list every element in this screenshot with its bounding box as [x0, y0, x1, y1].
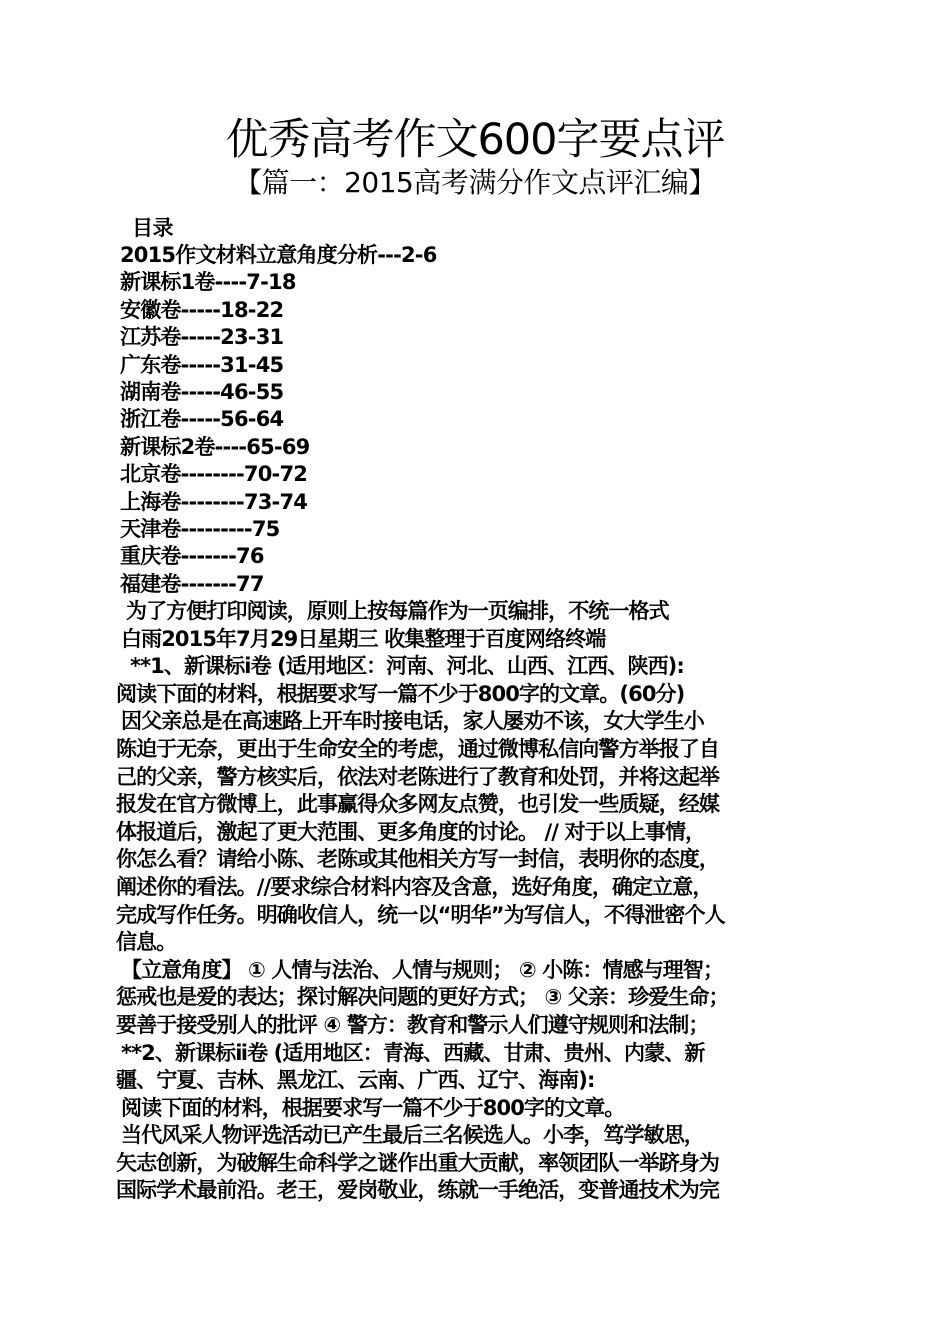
toc-item: 福建卷-------77: [120, 571, 264, 596]
body-line: 陈迫于无奈，更出于生命安全的考虑，通过微博私信向警方举报了自: [116, 736, 719, 761]
body-line: 报发在官方微博上，此事赢得众多网友点赞，也引发一些质疑，经媒: [116, 792, 719, 817]
toc-item: 天津卷---------75: [120, 516, 280, 541]
toc-item: 广东卷-----31-45: [120, 352, 284, 377]
table-of-contents: [120, 215, 520, 598]
document-title: 优秀高考作文600字要点评: [225, 115, 725, 165]
body-line: 体报道后，激起了更大范围、更多角度的讨论。 // 对于以上事情，: [116, 819, 706, 844]
body-line: 白雨2015年7月29日星期三 收集整理于百度网络终端: [121, 626, 606, 651]
body-line: 完成写作任务。明确收信人，统一以“明华”为写信人，不得泄密个人: [116, 902, 725, 927]
document-body: [116, 598, 838, 1205]
toc-heading: 目录: [132, 216, 173, 240]
toc-item: 重庆卷-------76: [120, 544, 264, 569]
toc-item: 新课标1卷----7-18: [120, 270, 296, 295]
toc-item: 新课标2卷----65-69: [120, 434, 310, 459]
body-line: 矢志创新，为破解生命科学之谜作出重大贡献，率领团队一举跻身为: [116, 1150, 719, 1175]
body-line: 己的父亲，警方核实后，依法对老陈进行了教育和处罚，并将这起举: [116, 764, 719, 789]
body-line: 惩戒也是爱的表达；探讨解决问题的更好方式； ③ 父亲：珍爱生命；: [116, 985, 729, 1010]
body-line: 为了方便打印阅读，原则上按每篇作为一页编排，不统一格式: [126, 599, 669, 623]
body-line: 要善于接受别人的批评 ④ 警方：教育和警示人们遵守规则和法制；: [116, 1012, 709, 1037]
toc-item: 北京卷--------70-72: [120, 462, 308, 487]
body-line: 阐述你的看法。//要求综合材料内容及含意，选好角度，确定立意，: [116, 874, 713, 899]
toc-item: 浙江卷-----56-64: [120, 407, 284, 432]
document-subtitle: 【篇一：2015高考满分作文点评汇编】: [234, 166, 716, 199]
body-line: 国际学术最前沿。老王，爱岗敬业，练就一手绝活，变普通技术为完: [116, 1178, 719, 1203]
toc-item: 安徽卷-----18-22: [120, 297, 284, 322]
body-line: 阅读下面的材料，根据要求写一篇不少于800字的文章。(60分): [116, 681, 685, 706]
toc-item: 湖南卷-----46-55: [120, 379, 284, 404]
body-line: 【立意角度】 ① 人情与法治、人情与规则； ② 小陈：情感与理智；: [121, 957, 724, 982]
body-line: **1、新课标ⅰ卷 (适用地区：河南、河北、山西、江西、陕西):: [130, 654, 684, 679]
body-line: 信息。: [116, 930, 177, 955]
body-line: 你怎么看？请给小陈、老陈或其他相关方写一封信，表明你的态度，: [116, 847, 719, 872]
toc-item: 2015作文材料立意角度分析---2-6: [120, 243, 437, 267]
body-line: 当代风采人物评选活动已产生最后三名候选人。小李，笃学敏思，: [121, 1123, 704, 1148]
body-line: 疆、宁夏、吉林、黑龙江、云南、广西、辽宁、海南):: [116, 1068, 595, 1093]
body-line: 因父亲总是在高速路上开车时接电话，家人屡劝不该，女大学生小: [121, 709, 704, 734]
toc-item: 江苏卷-----23-31: [120, 325, 284, 350]
toc-item: 上海卷--------73-74: [120, 489, 308, 514]
body-line: **2、新课标ⅱ卷 (适用地区：青海、西藏、甘肃、贵州、内蒙、新: [121, 1040, 705, 1065]
body-line: 阅读下面的材料，根据要求写一篇不少于800字的文章。: [121, 1095, 625, 1120]
